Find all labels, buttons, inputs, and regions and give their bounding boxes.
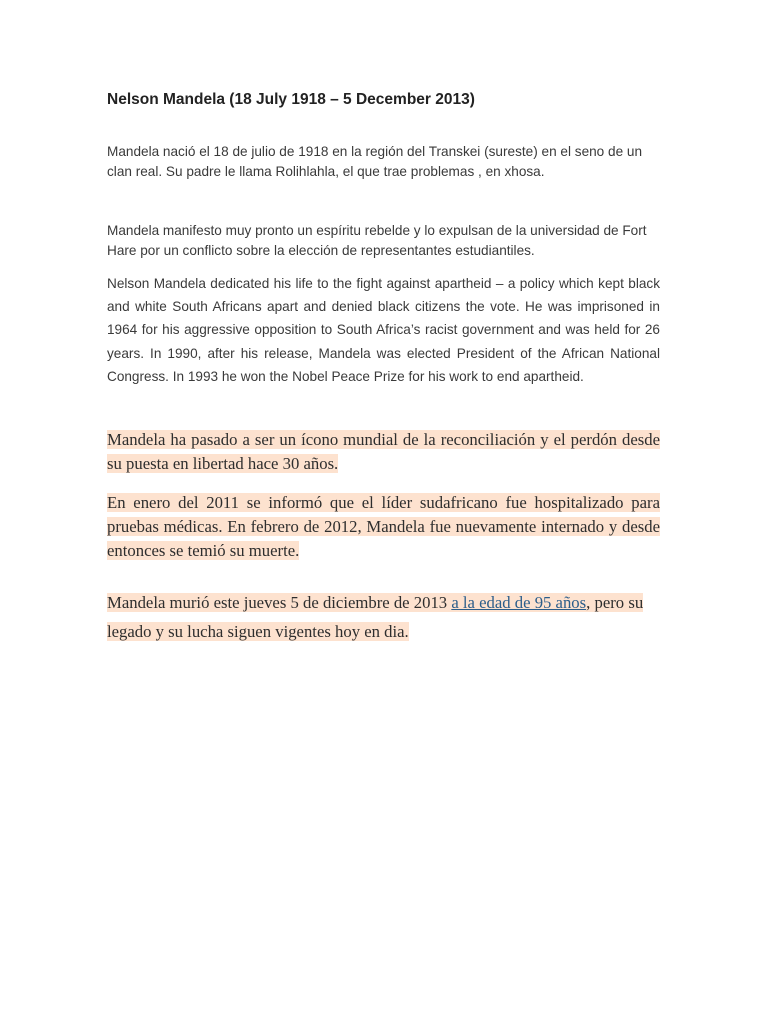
highlighted-text: Mandela ha pasado a ser un ícono mundial de la reconciliación y el perdón desde su puesta en libertad hace 30 años. <box>107 430 660 473</box>
document-title: Nelson Mandela (18 July 1918 – 5 December 2013) <box>107 91 475 108</box>
paragraph-birth: Mandela nació el 18 de julio de 1918 en la región del Transkei (sureste) en el seno de un clan real. Su padre le llama Rolihlahla, el que trae problemas , en xhosa. <box>107 144 643 179</box>
paragraph-death <box>107 588 660 646</box>
highlighted-text-before-link: Mandela murió este jueves 5 de diciembre de 2013 <box>107 593 452 612</box>
age-link[interactable]: a la edad de 95 años <box>451 593 587 612</box>
highlighted-text: En enero del 2011 se informó que el líder sudafricano fue hospitalizado para pruebas médicas. En febrero de 2012, Mandela fue nuevamente internado y desde entonces se temió su muerte. <box>107 493 660 560</box>
highlighted-text-after-link: , pero su legado y su lucha siguen vigentes hoy en dia. <box>107 593 644 641</box>
paragraph-reconciliation <box>107 428 660 476</box>
paragraph-hospitalization <box>107 491 660 563</box>
paragraph-apartheid: Nelson Mandela dedicated his life to the fight against apartheid – a policy which kept black and white South Africans apart and denied black citizens the vote. He was imprisoned in 1964 for his aggressive opposition to South Africa’s racist government and was held for 26 years. In 1990, after his release, Mandela was elected President of the African National Congress. In 1993 he won the Nobel Peace Prize for his work to end apartheid. <box>107 276 660 384</box>
paragraph-university: Mandela manifesto muy pronto un espíritu rebelde y lo expulsan de la universidad de Fort Hare por un conflicto sobre la elección de representantes estudiantiles. <box>107 223 647 258</box>
